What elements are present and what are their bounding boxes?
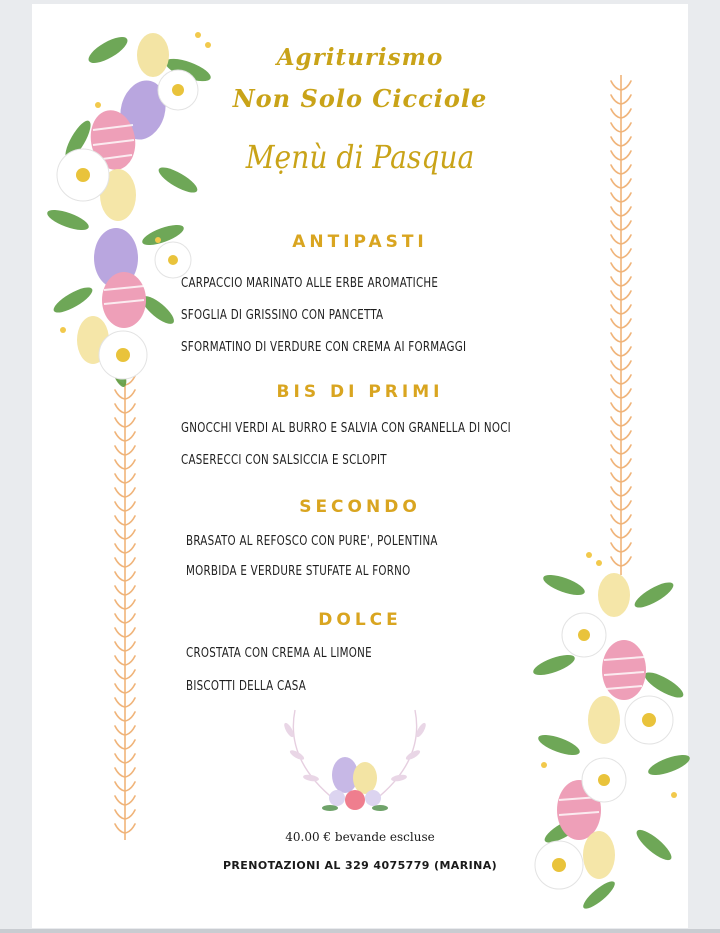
restaurant-name-line2: Non Solo Cicciole [232, 84, 488, 113]
dish-item: BRASATO AL REFOSCO CON PURE', POLENTINA [186, 534, 438, 549]
dish-item: GNOCCHI VERDI AL BURRO E SALVIA CON GRANELLA DI NOCI [181, 421, 511, 436]
dish-item: SFOGLIA DI GRISSINO CON PANCETTA [181, 308, 384, 323]
section-title-antipasti: ANTIPASTI [292, 232, 428, 252]
dish-item: CARPACCIO MARINATO ALLE ERBE AROMATICHE [181, 276, 439, 291]
dish-item: SFORMATINO DI VERDURE CON CREMA AI FORMAGGI [181, 340, 467, 355]
screen-bottom-edge [0, 929, 720, 933]
section-title-secondo: SECONDO [299, 497, 421, 517]
booking-info: PRENOTAZIONI AL 329 4075779 (MARINA) [222, 859, 498, 872]
restaurant-name-line1: Agriturismo [276, 44, 444, 71]
left-vine-icon [110, 370, 140, 840]
section-title-dolce: DOLCE [318, 610, 402, 630]
dish-item: CROSTATA CON CREMA AL LIMONE [186, 646, 372, 661]
price-note: 40.00 € bevande escluse [285, 830, 435, 844]
easter-eggs-wreath-icon [275, 700, 435, 830]
dish-item: MORBIDA E VERDURE STUFATE AL FORNO [186, 564, 411, 579]
menu-title: Mẹnù di Pasqua [245, 138, 475, 176]
section-title-primi: BIS DI PRIMI [276, 382, 444, 402]
dish-item: CASERECCI CON SALSICCIA E SCLOPIT [181, 453, 387, 468]
dish-item: BISCOTTI DELLA CASA [186, 679, 307, 694]
